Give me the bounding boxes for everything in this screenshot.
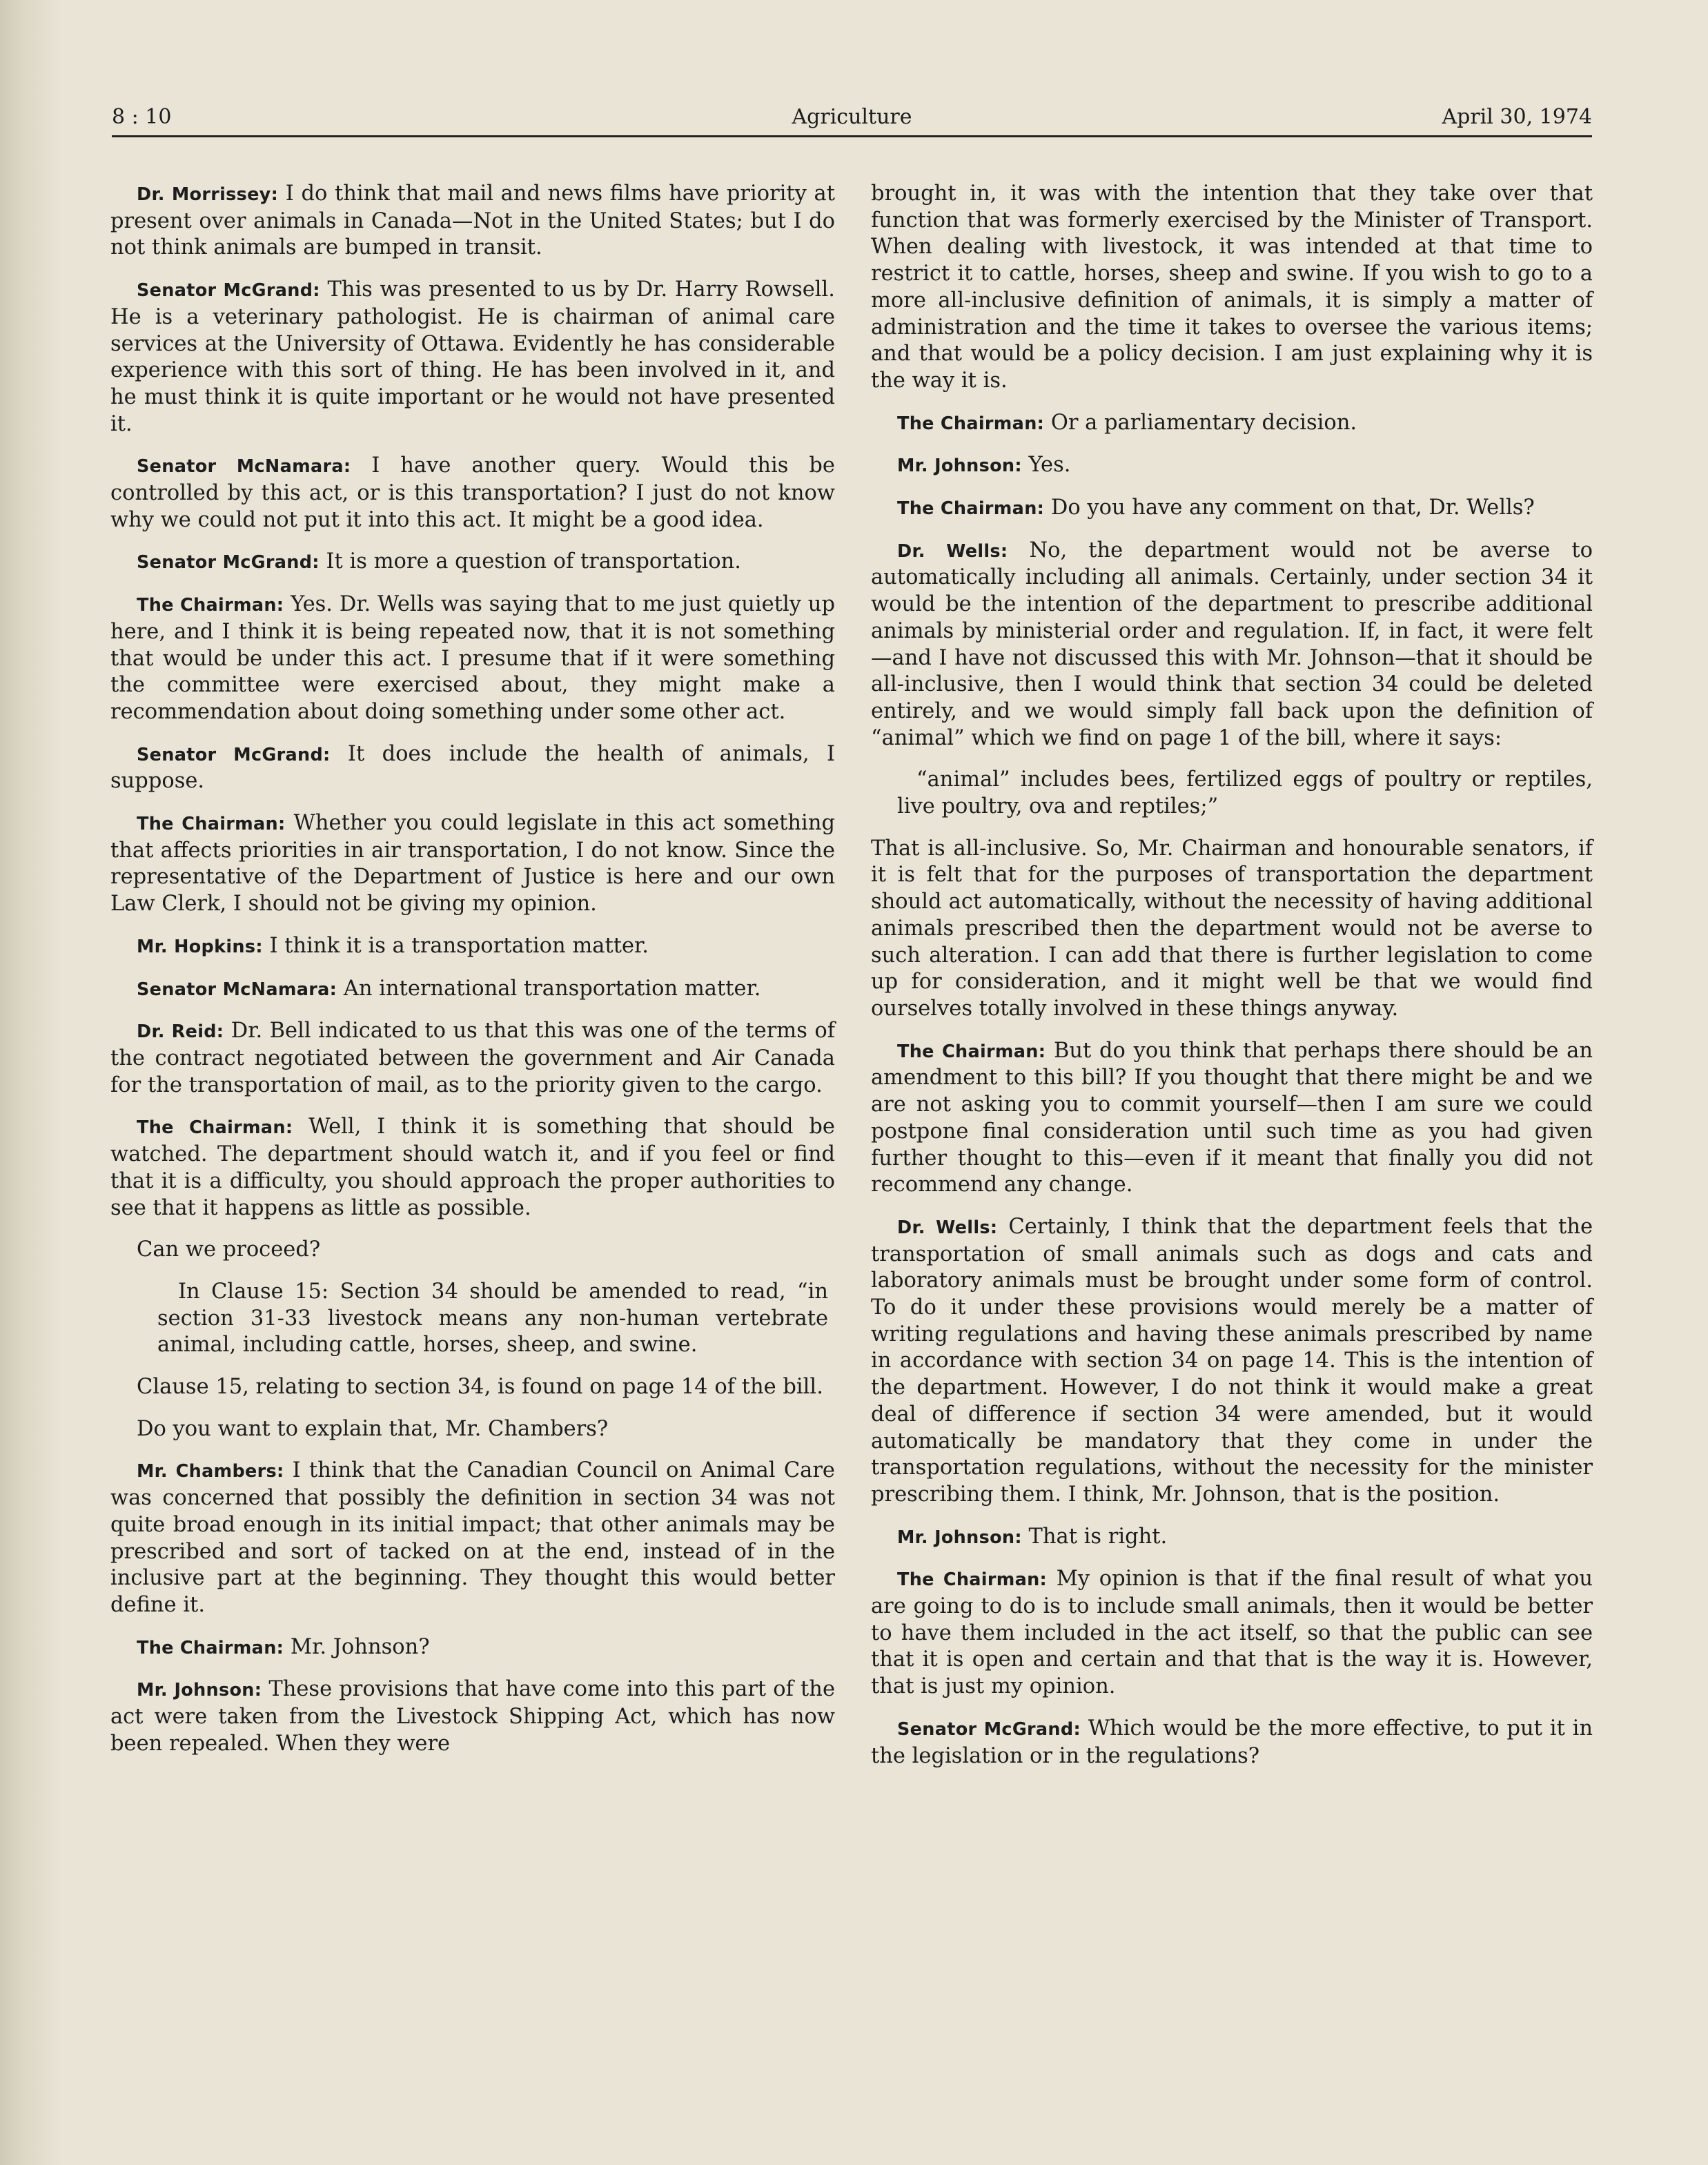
speech-text: But do you think that perhaps there should be an amendment to this bill? If you thought that there might be and we are not asking you to commit yourself—then I am sure we could postpone final consideration until such time as you had given further thought to this—even if it meant that finally you did not recommend any change. xyxy=(871,1038,1593,1197)
paragraph xyxy=(110,591,835,726)
speech-text: Can we proceed? xyxy=(137,1237,321,1262)
speech-text: In Clause 15: Section 34 should be amended to read, “in section 31-33 livestock means any non-human vertebrate animal, including cattle, horses, sheep, and swine. xyxy=(157,1279,828,1358)
speech-text: Yes. xyxy=(1028,453,1071,478)
paragraph xyxy=(871,452,1593,480)
speaker-name: Mr. Chambers: xyxy=(137,1461,284,1482)
paragraph xyxy=(871,1524,1593,1551)
paragraph xyxy=(157,1279,828,1359)
paragraph xyxy=(871,181,1593,395)
speech-text: That is all-inclusive. So, Mr. Chairman and honourable senators, if it is felt that for the purposes of transportation the department should act automatically, without the necessity of having additional animals prescribed then the department would not be averse to such alteration. I can add that there is further legislation to come up for consideration, and it might well be that we would find ourselves totally involved in these things anyway. xyxy=(871,836,1593,1021)
paragraph xyxy=(871,836,1593,1023)
paragraph xyxy=(110,1237,835,1264)
speech-text: Whether you could legislate in this act something that affects priorities in air transportation, I do not know. Since the representative of the Department of Justice is here and our own Law Clerk, I should not be giving my opinion. xyxy=(110,811,835,917)
paragraph xyxy=(110,976,835,1003)
speech-text: Do you have any comment on that, Dr. Wells? xyxy=(1050,496,1535,520)
speaker-name: Senator McNamara: xyxy=(137,979,337,1000)
paragraph xyxy=(110,1114,835,1222)
speech-text: That is right. xyxy=(1028,1524,1168,1549)
speech-text: My opinion is that if the final result of what you are going to do is to include small animals, then it would be better to have them included in the act itself, so that the public can see that it is open and certain and that that is the way it is. However, that is just my opinion. xyxy=(871,1567,1593,1699)
paragraph xyxy=(871,1038,1593,1199)
speech-text: I do think that mail and news films have priority at present over animals in Canada—Not in the United States; but I do not think animals are bumped in transit. xyxy=(110,182,835,260)
running-header xyxy=(112,104,1592,137)
speech-text: “animal” includes bees, fertilized eggs of poultry or reptiles, live poultry, ova and reptiles;” xyxy=(897,767,1593,819)
paragraph xyxy=(871,495,1593,522)
speech-text: Certainly, I think that the department feels that the transportation of small animals such as dogs and cats and laboratory animals must be brought under some form of control. To do it under these provisions would merely be a matter of writing regulations and having these animals prescribed by name in accordance with section 34 on page 14. This is the intention of the department. However, I do not think it would make a great deal of difference if section 34 were amended, but it would automatically be mandatory that they come in under the transportation regulations, without the necessity for the minister prescribing them. I think, Mr. Johnson, that is the position. xyxy=(871,1214,1593,1507)
speaker-name: The Chairman: xyxy=(137,814,286,835)
speech-text: Yes. Dr. Wells was saying that to me just quietly up here, and I think it is being repeated now, that it is not something that would be under this act. I presume that if it were something the committee were exercised about, they might make a recommendation about doing something under some other act. xyxy=(110,592,835,724)
paragraph xyxy=(110,181,835,262)
speaker-name: Mr. Hopkins: xyxy=(137,936,263,957)
left-column xyxy=(110,181,835,1772)
issue-date: April 30, 1974 xyxy=(1442,105,1592,129)
speech-text: This was presented to us by Dr. Harry Rowsell. He is a veterinary pathologist. He is chairman of animal care services at the University of Ottawa. Evidently he has considerable experience with this sort of thing. He has been involved in it, and he must think it is quite important or he would not have presented it. xyxy=(110,277,835,436)
speech-text: An international transportation matter. xyxy=(343,976,761,1001)
paragraph xyxy=(871,1214,1593,1509)
paragraph xyxy=(110,1416,835,1443)
speech-text: I have another query. Would this be controlled by this act, or is this transportation? I just do not know why we could not put it into this act. It might be a good idea. xyxy=(110,453,835,532)
paragraph xyxy=(110,810,835,918)
speaker-name: The Chairman: xyxy=(897,1041,1046,1062)
speaker-name: Dr. Wells: xyxy=(897,1217,998,1238)
speech-text: I think it is a transportation matter. xyxy=(269,933,649,958)
speaker-name: Senator McGrand: xyxy=(897,1718,1081,1740)
paragraph xyxy=(110,1676,835,1757)
speech-text: I think that the Canadian Council on Animal Care was concerned that possibly the definition in section 34 was not quite broad enough in its initial impact; that other animals may be prescribed and sort of tacked on at the end, instead of in the inclusive part at the beginning. They thought this would better define it. xyxy=(110,1458,835,1617)
speech-text: Which would be the more effective, to put it in the legislation or in the regulations? xyxy=(871,1716,1593,1768)
paragraph xyxy=(110,741,835,795)
paragraph xyxy=(110,549,835,576)
speaker-name: Dr. Wells: xyxy=(897,540,1008,562)
speaker-name: The Chairman: xyxy=(897,1569,1048,1591)
speaker-name: Senator McNamara: xyxy=(137,456,351,478)
right-column xyxy=(871,181,1593,1785)
speaker-name: The Chairman: xyxy=(897,498,1045,520)
paragraph xyxy=(110,277,835,438)
paragraph xyxy=(871,1566,1593,1701)
speaker-name: Senator McGrand: xyxy=(137,280,320,302)
speech-text: It is more a question of transportation. xyxy=(326,549,741,574)
speaker-name: Mr. Johnson: xyxy=(897,455,1022,477)
speaker-name: The Chairman: xyxy=(897,413,1045,434)
speech-text: Well, I think it is something that should be watched. The department should watch it, and if you feel or find that it is a difficulty, you should approach the proper authorities to see that it happens as little as possible. xyxy=(110,1115,835,1220)
section-title: Agriculture xyxy=(792,105,912,129)
speaker-name: Mr. Johnson: xyxy=(137,1680,262,1701)
paragraph xyxy=(110,933,835,961)
paragraph xyxy=(871,1716,1593,1770)
speech-text: Dr. Bell indicated to us that this was one of the terms of the contract negotiated between the government and Air Canada for the transportation of mail, as to the priority given to the cargo. xyxy=(110,1019,835,1097)
speaker-name: The Chairman: xyxy=(137,1637,284,1658)
speaker-name: Dr. Reid: xyxy=(137,1021,224,1043)
paragraph xyxy=(110,1458,835,1618)
speech-text: These provisions that have come into this part of the act were taken from the Livestock Shipping Act, which has now been repealed. When they were xyxy=(110,1677,836,1756)
paragraph xyxy=(110,1634,835,1662)
speaker-name: Dr. Morrissey: xyxy=(137,184,279,205)
paragraph xyxy=(110,1018,835,1099)
speech-text: Mr. Johnson? xyxy=(290,1634,430,1659)
paragraph xyxy=(871,410,1593,438)
paragraph xyxy=(871,538,1593,752)
page-number: 8 : 10 xyxy=(112,105,172,129)
speaker-name: The Chairman: xyxy=(137,595,284,616)
paragraph xyxy=(110,1374,835,1401)
speaker-name: Senator McGrand: xyxy=(137,552,320,574)
speech-text: Or a parliamentary decision. xyxy=(1050,410,1357,435)
speaker-name: Senator McGrand: xyxy=(137,744,331,765)
speaker-name: The Chairman: xyxy=(137,1117,293,1139)
paragraph xyxy=(897,767,1593,820)
speech-text: brought in, it was with the intention that they take over that function that was formerly exercised by the Minister of Transport. When dealing with livestock, it was intended at that time to restrict it to cattle, horses, sheep and swine. If you wish to go to a more all-inclusive definition of animals, it is simply a matter of administration and the time it takes to oversee the various items; and that would be a policy decision. I am just explaining why it is the way it is. xyxy=(871,182,1593,393)
speaker-name: Mr. Johnson: xyxy=(897,1527,1022,1548)
speech-text: Clause 15, relating to section 34, is found on page 14 of the bill. xyxy=(137,1375,823,1400)
speech-text: It does include the health of animals, I suppose. xyxy=(110,741,835,794)
speech-text: No, the department would not be averse to automatically including all animals. Certainly, under section 34 it would be the intention of the department to prescribe additional animals by ministerial order and regulation. If, in fact, it were felt—and I have not discussed this with Mr. Johnson—that it should be all-inclusive, then I would think that section 34 could be deleted entirely, and we would simply fall back upon the definition of “animal” which we find on page 1 of the bill, where it says: xyxy=(871,538,1593,750)
paragraph xyxy=(110,453,835,533)
speech-text: Do you want to explain that, Mr. Chambers? xyxy=(137,1416,609,1441)
